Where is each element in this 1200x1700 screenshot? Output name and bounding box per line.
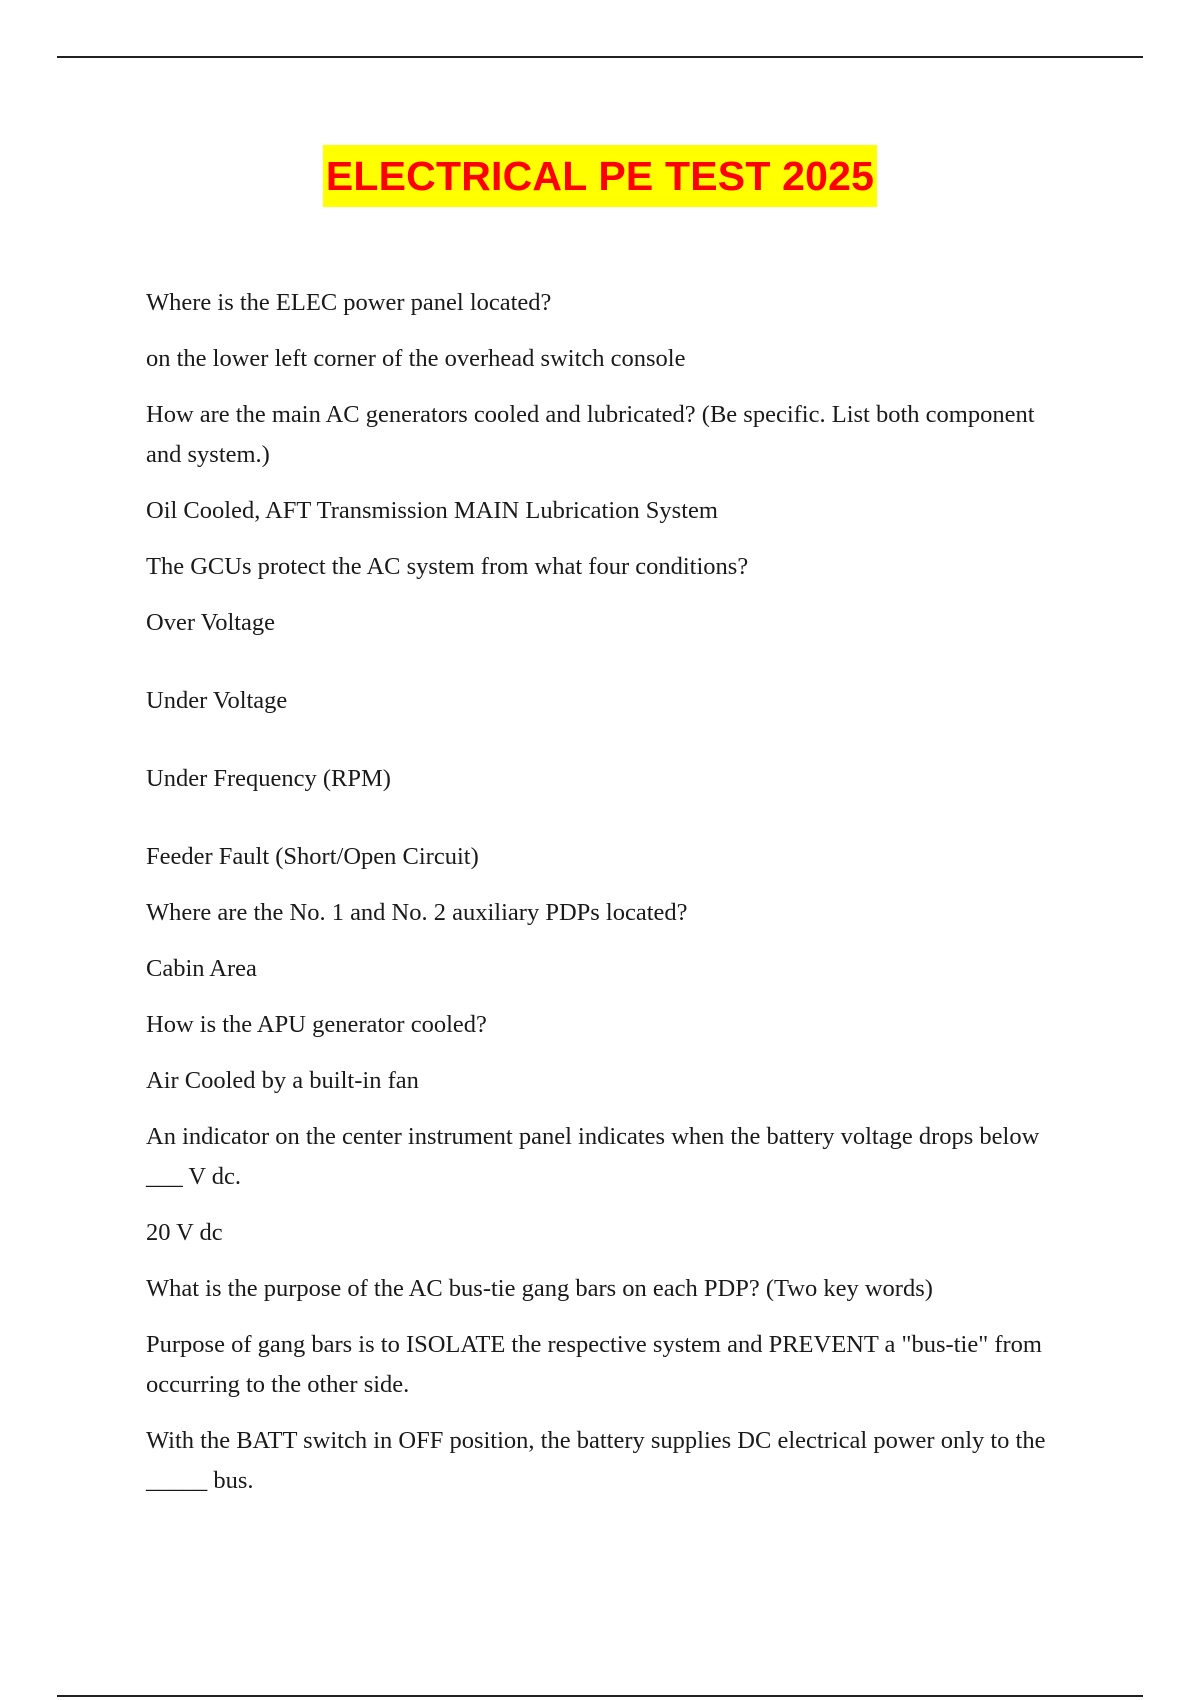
answer-text: Cabin Area [146,955,257,982]
answer-text: Under Voltage [146,687,288,714]
answer-text: on the lower left corner of the overhead switch console [146,345,686,372]
answer-text: Under Frequency (RPM) [146,765,391,792]
question-text: What is the purpose of the AC bus-tie gang bars on each PDP? (Two key words) [146,1275,933,1302]
question-text: How is the APU generator cooled? [146,1011,487,1038]
question-text: Where are the No. 1 and No. 2 auxiliary PDPs located? [146,899,688,926]
qa-content [146,283,1056,1517]
question-text: An indicator on the center instrument panel indicates when the battery voltage drops below ___ V dc. [146,1123,1040,1190]
document-title: ELECTRICAL PE TEST 2025 [323,145,877,207]
answer-text: 20 V dc [146,1219,223,1246]
answer-text: Purpose of gang bars is to ISOLATE the respective system and PREVENT a "bus-tie" from occurring to the other side. [146,1331,1042,1398]
answer-text: Air Cooled by a built-in fan [146,1067,419,1094]
question-text: Where is the ELEC power panel located? [146,289,552,316]
question-text: The GCUs protect the AC system from what four conditions? [146,553,749,580]
footer-rule [57,1695,1143,1697]
answer-text: Feeder Fault (Short/Open Circuit) [146,843,479,870]
header-rule [57,56,1143,58]
question-text: With the BATT switch in OFF position, the battery supplies DC electrical power only to the _____ bus. [146,1427,1046,1494]
answer-text: Oil Cooled, AFT Transmission MAIN Lubrication System [146,497,718,524]
answer-text: Over Voltage [146,609,276,636]
title-area [0,145,1200,207]
question-text: How are the main AC generators cooled and lubricated? (Be specific. List both component and system.) [146,401,1035,468]
